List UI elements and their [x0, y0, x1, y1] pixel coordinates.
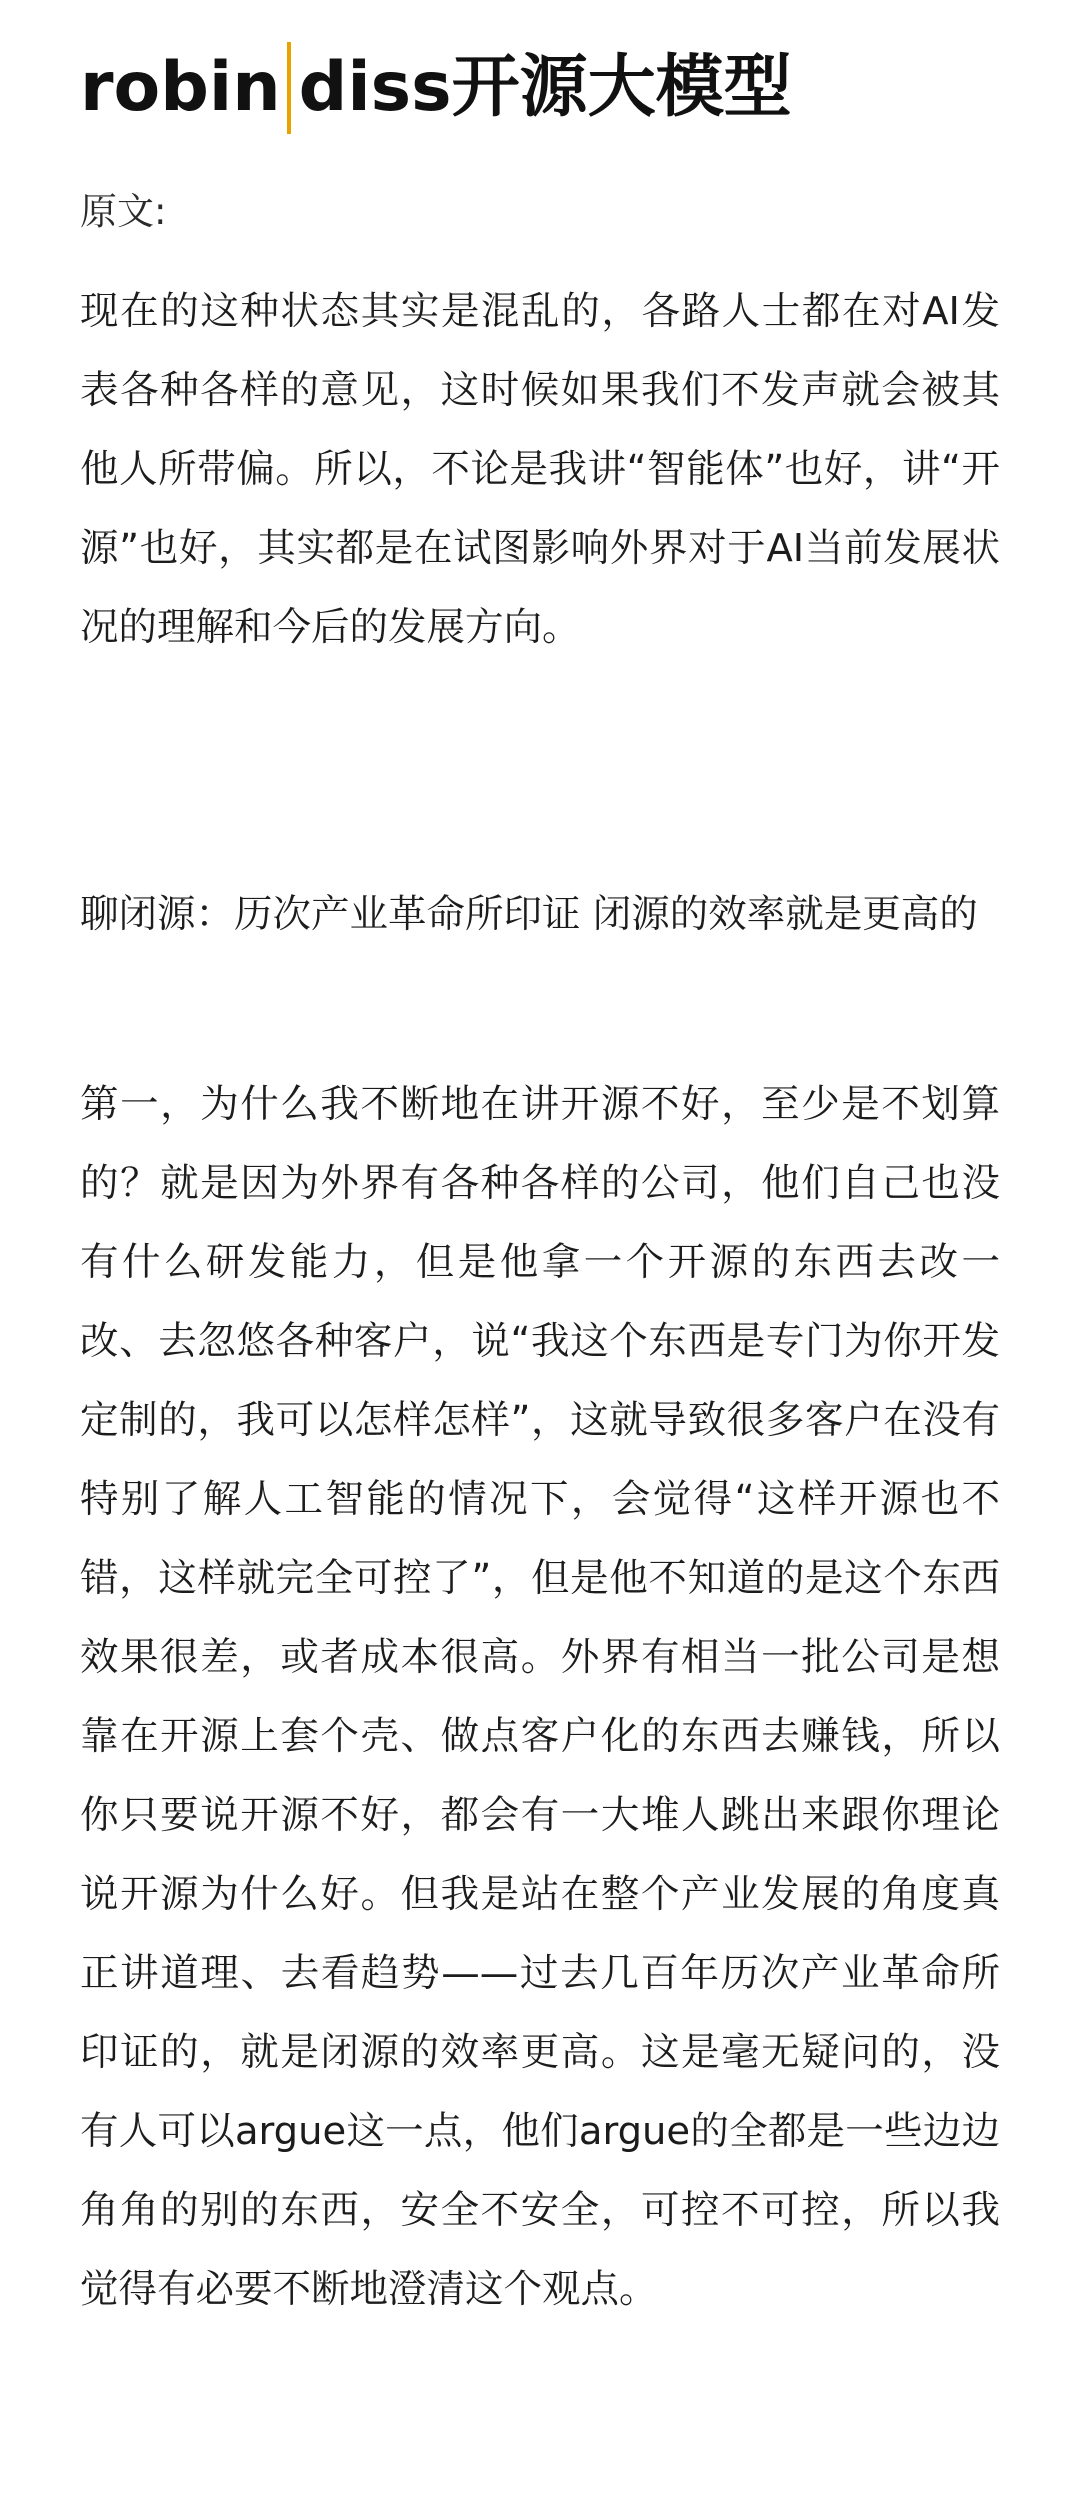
paragraph-intro: 现在的这种状态其实是混乱的，各路人士都在对AI发表各种各样的意见，这时候如果我们不发声就会被其他人所带偏。所以，不论是我讲“智能体”也好，讲“开源”也好，其实都是在试图影响外界对于AI当前发展状况的理解和今后的发展方向。 [80, 289, 1000, 650]
title-text-robin: robin [80, 48, 281, 127]
section-heading-closed-source: 聊闭源：历次产业革命所印证 闭源的效率就是更高的 [80, 892, 978, 937]
text-cursor-caret [287, 42, 291, 134]
original-text-label: 原文: [80, 190, 167, 233]
paragraph-closed-source-argument: 第一，为什么我不断地在讲开源不好，至少是不划算的？就是因为外界有各种各样的公司，他们自己也没有什么研发能力，但是他拿一个开源的东西去改一改、去忽悠各种客户，说“我这个东西是专门为你开发定制的，我可以怎样怎样”，这就导致很多客户在没有特别了解人工智能的情况下，会觉得“这样开源也不错，这样就完全可控了”，但是他不知道的是这个东西效果很差，或者成本很高。外界有相当一批公司是想靠在开源上套个壳、做点客户化的东西去赚钱，所以你只要说开源不好，都会有一大堆人跳出来跟你理论说开源为什么好。但我是站在整个产业发展的角度真正讲道理、去看趋势——过去几百年历次产业革命所印证的，就是闭源的效率更高。这是毫无疑问的，没有人可以argue这一点，他们argue的全都是一些边边角角的别的东西，安全不安全，可控不可控，所以我觉得有必要不断地澄清这个观点。 [80, 1082, 1000, 2312]
title-text-topic: diss开源大模型 [298, 48, 792, 127]
article-title [80, 38, 792, 138]
